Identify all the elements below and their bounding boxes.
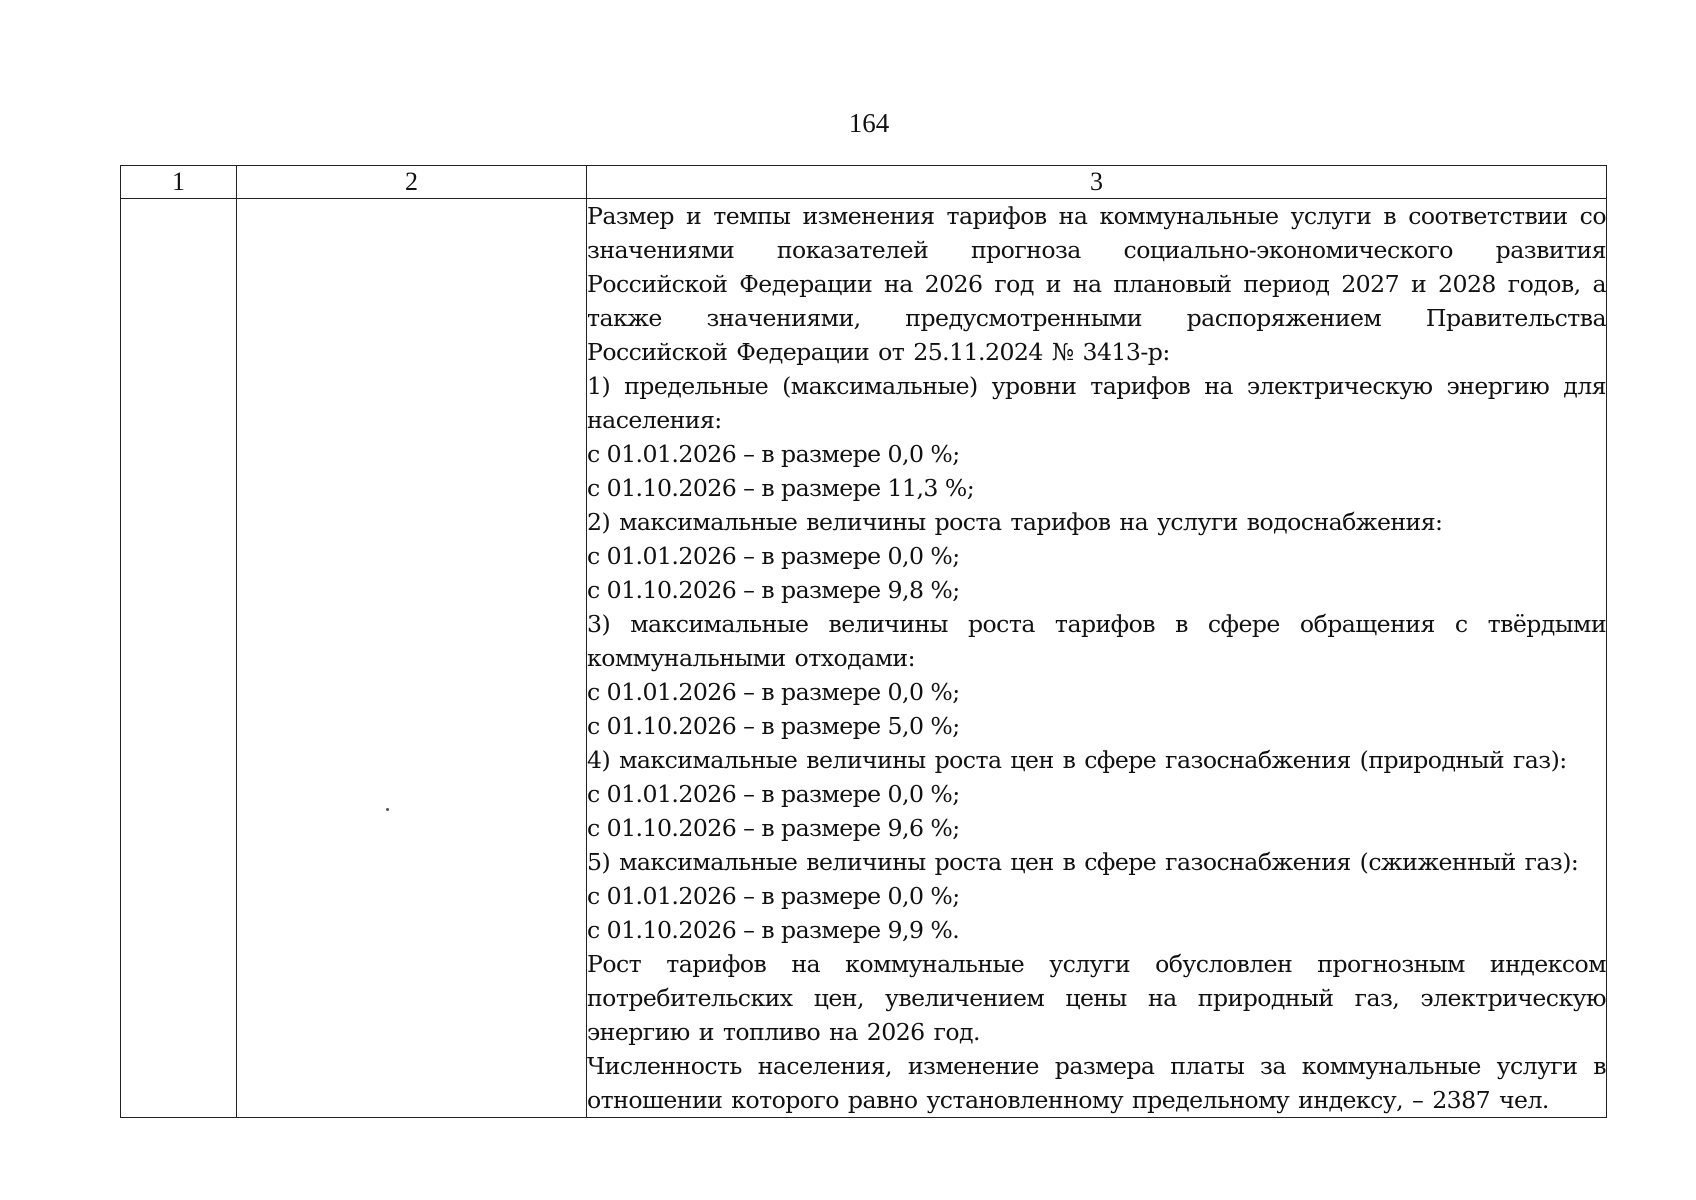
growth-reason-paragraph: Рост тарифов на коммунальные услуги обусловлен прогнозным индексом потребительских цен, увеличением цены на природный газ, электрическую энергию и топливо на 2026 год. bbox=[587, 950, 1606, 1046]
item-4-line-2: с 01.10.2026 – в размере 9,6 %; bbox=[587, 814, 960, 842]
cell-column-1 bbox=[121, 199, 237, 1118]
tariff-table bbox=[120, 165, 1607, 1118]
item-1-line-2: с 01.10.2026 – в размере 11,3 %; bbox=[587, 474, 975, 502]
column-header-1: 1 bbox=[121, 166, 237, 199]
intro-paragraph: Размер и темпы изменения тарифов на коммунальные услуги в соответствии со значениями показателей прогноза социально-экономического развития Российской Федерации на 2026 год и на плановый период 2027 и 2028 годов, а также значениями, предусмотренными распоряжением Правительства Российской Федерации от 25.11.2024 № 3413-р: bbox=[587, 202, 1606, 366]
population-paragraph: Численность населения, изменение размера платы за коммунальные услуги в отношении которого равно установленному предельному индексу, – 2387 чел. bbox=[587, 1052, 1606, 1114]
item-2-line-1: с 01.01.2026 – в размере 0,0 %; bbox=[587, 542, 960, 570]
cell-column-2 bbox=[237, 199, 587, 1118]
stray-dot-mark bbox=[386, 808, 389, 811]
item-4-line-1: с 01.01.2026 – в размере 0,0 %; bbox=[587, 780, 960, 808]
item-5-line-2: с 01.10.2026 – в размере 9,9 %. bbox=[587, 916, 960, 944]
item-5-line-1: с 01.01.2026 – в размере 0,0 %; bbox=[587, 882, 960, 910]
item-4-title: 4) максимальные величины роста цен в сфере газоснабжения (природный газ): bbox=[587, 746, 1567, 774]
table-row bbox=[121, 199, 1607, 1118]
item-3-line-1: с 01.01.2026 – в размере 0,0 %; bbox=[587, 678, 960, 706]
column-header-2: 2 bbox=[237, 166, 587, 199]
item-2-line-2: с 01.10.2026 – в размере 9,8 %; bbox=[587, 576, 960, 604]
item-1-title: 1) предельные (максимальные) уровни тарифов на электрическую энергию для населения: bbox=[587, 372, 1606, 434]
item-5-title: 5) максимальные величины роста цен в сфере газоснабжения (сжиженный газ): bbox=[587, 848, 1579, 876]
column-header-3: 3 bbox=[587, 166, 1607, 199]
page-number: 164 bbox=[848, 108, 890, 138]
cell-column-3 bbox=[587, 199, 1607, 1118]
item-2-title: 2) максимальные величины роста тарифов на услуги водоснабжения: bbox=[587, 508, 1443, 536]
item-1-line-1: с 01.01.2026 – в размере 0,0 %; bbox=[587, 440, 960, 468]
item-3-line-2: с 01.10.2026 – в размере 5,0 %; bbox=[587, 712, 960, 740]
item-3-title: 3) максимальные величины роста тарифов в сфере обращения с твёрдыми коммунальными отходами: bbox=[587, 610, 1606, 672]
table-header-row bbox=[121, 166, 1607, 199]
